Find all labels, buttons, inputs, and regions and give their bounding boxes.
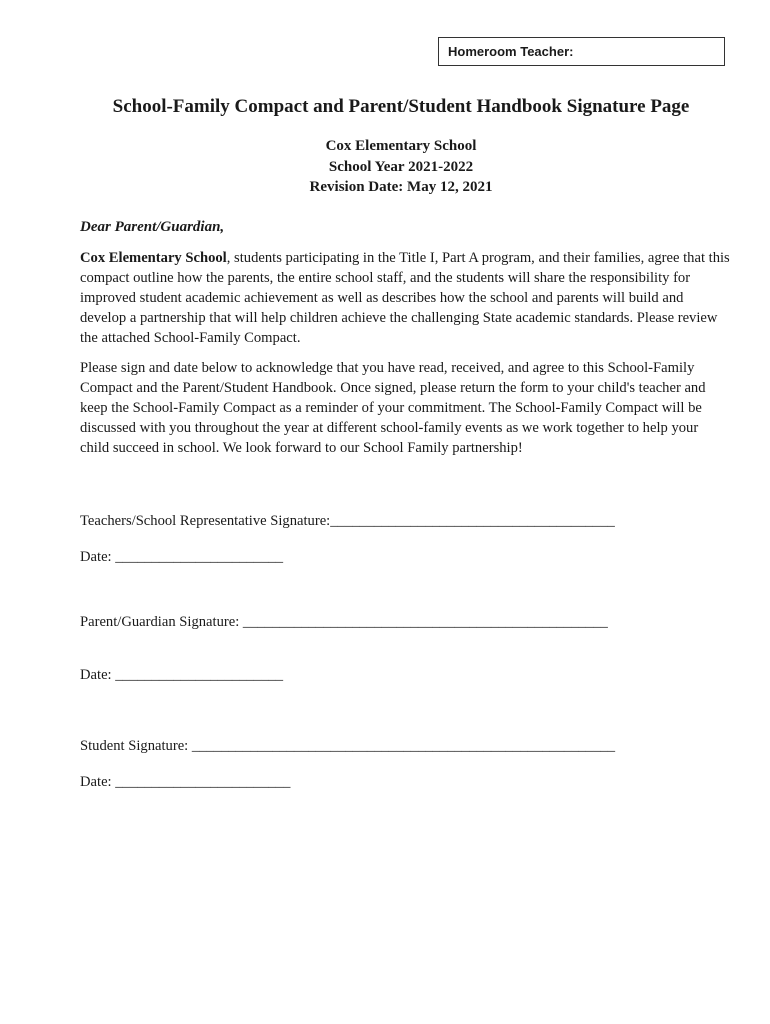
paragraph-compact xyxy=(80,248,730,348)
homeroom-teacher-label: Homeroom Teacher: xyxy=(448,44,574,59)
teacher-date-line[interactable]: Date: _______________________ xyxy=(80,549,284,565)
paragraph-compact-text: , students participating in the Title I, Part A program, and their families, agree that this compact outline how the parents, the entire school staff, and the students will share the responsibility for improved student academic achievement as well as describes how the school and parents will build and develop a partnership that will help children achieve the challenging State academic standards. Please review the attached School-Family Compact. xyxy=(80,250,730,346)
greeting: Dear Parent/Guardian, xyxy=(80,219,225,235)
homeroom-teacher-field[interactable] xyxy=(438,37,725,66)
school-year: School Year 2021-2022 xyxy=(328,159,474,175)
parent-signature-line[interactable]: Parent/Guardian Signature: __________________________________________________ xyxy=(80,614,608,630)
student-date-line[interactable]: Date: ________________________ xyxy=(80,774,291,790)
teacher-signature-line[interactable]: Teachers/School Representative Signature:_______________________________________ xyxy=(80,513,615,529)
revision-date: Revision Date: May 12, 2021 xyxy=(309,179,493,195)
school-name-bold: Cox Elementary School xyxy=(80,250,227,266)
student-signature-line[interactable]: Student Signature: __________________________________________________________ xyxy=(80,738,616,754)
school-name: Cox Elementary School xyxy=(325,138,477,154)
parent-date-line[interactable]: Date: _______________________ xyxy=(80,667,284,683)
paragraph-instructions: Please sign and date below to acknowledge that you have read, received, and agree to this School-Family Compact and the Parent/Student Handbook. Once signed, please return the form to your child's teacher and keep the School-Family Compact as a reminder of your commitment. The School-Family Compact will be discussed with you throughout the year at different school-family events as we work together to help your child succeed in school. We look forward to our School Family partnership! xyxy=(80,360,706,456)
page-title: School-Family Compact and Parent/Student Handbook Signature Page xyxy=(112,96,690,117)
